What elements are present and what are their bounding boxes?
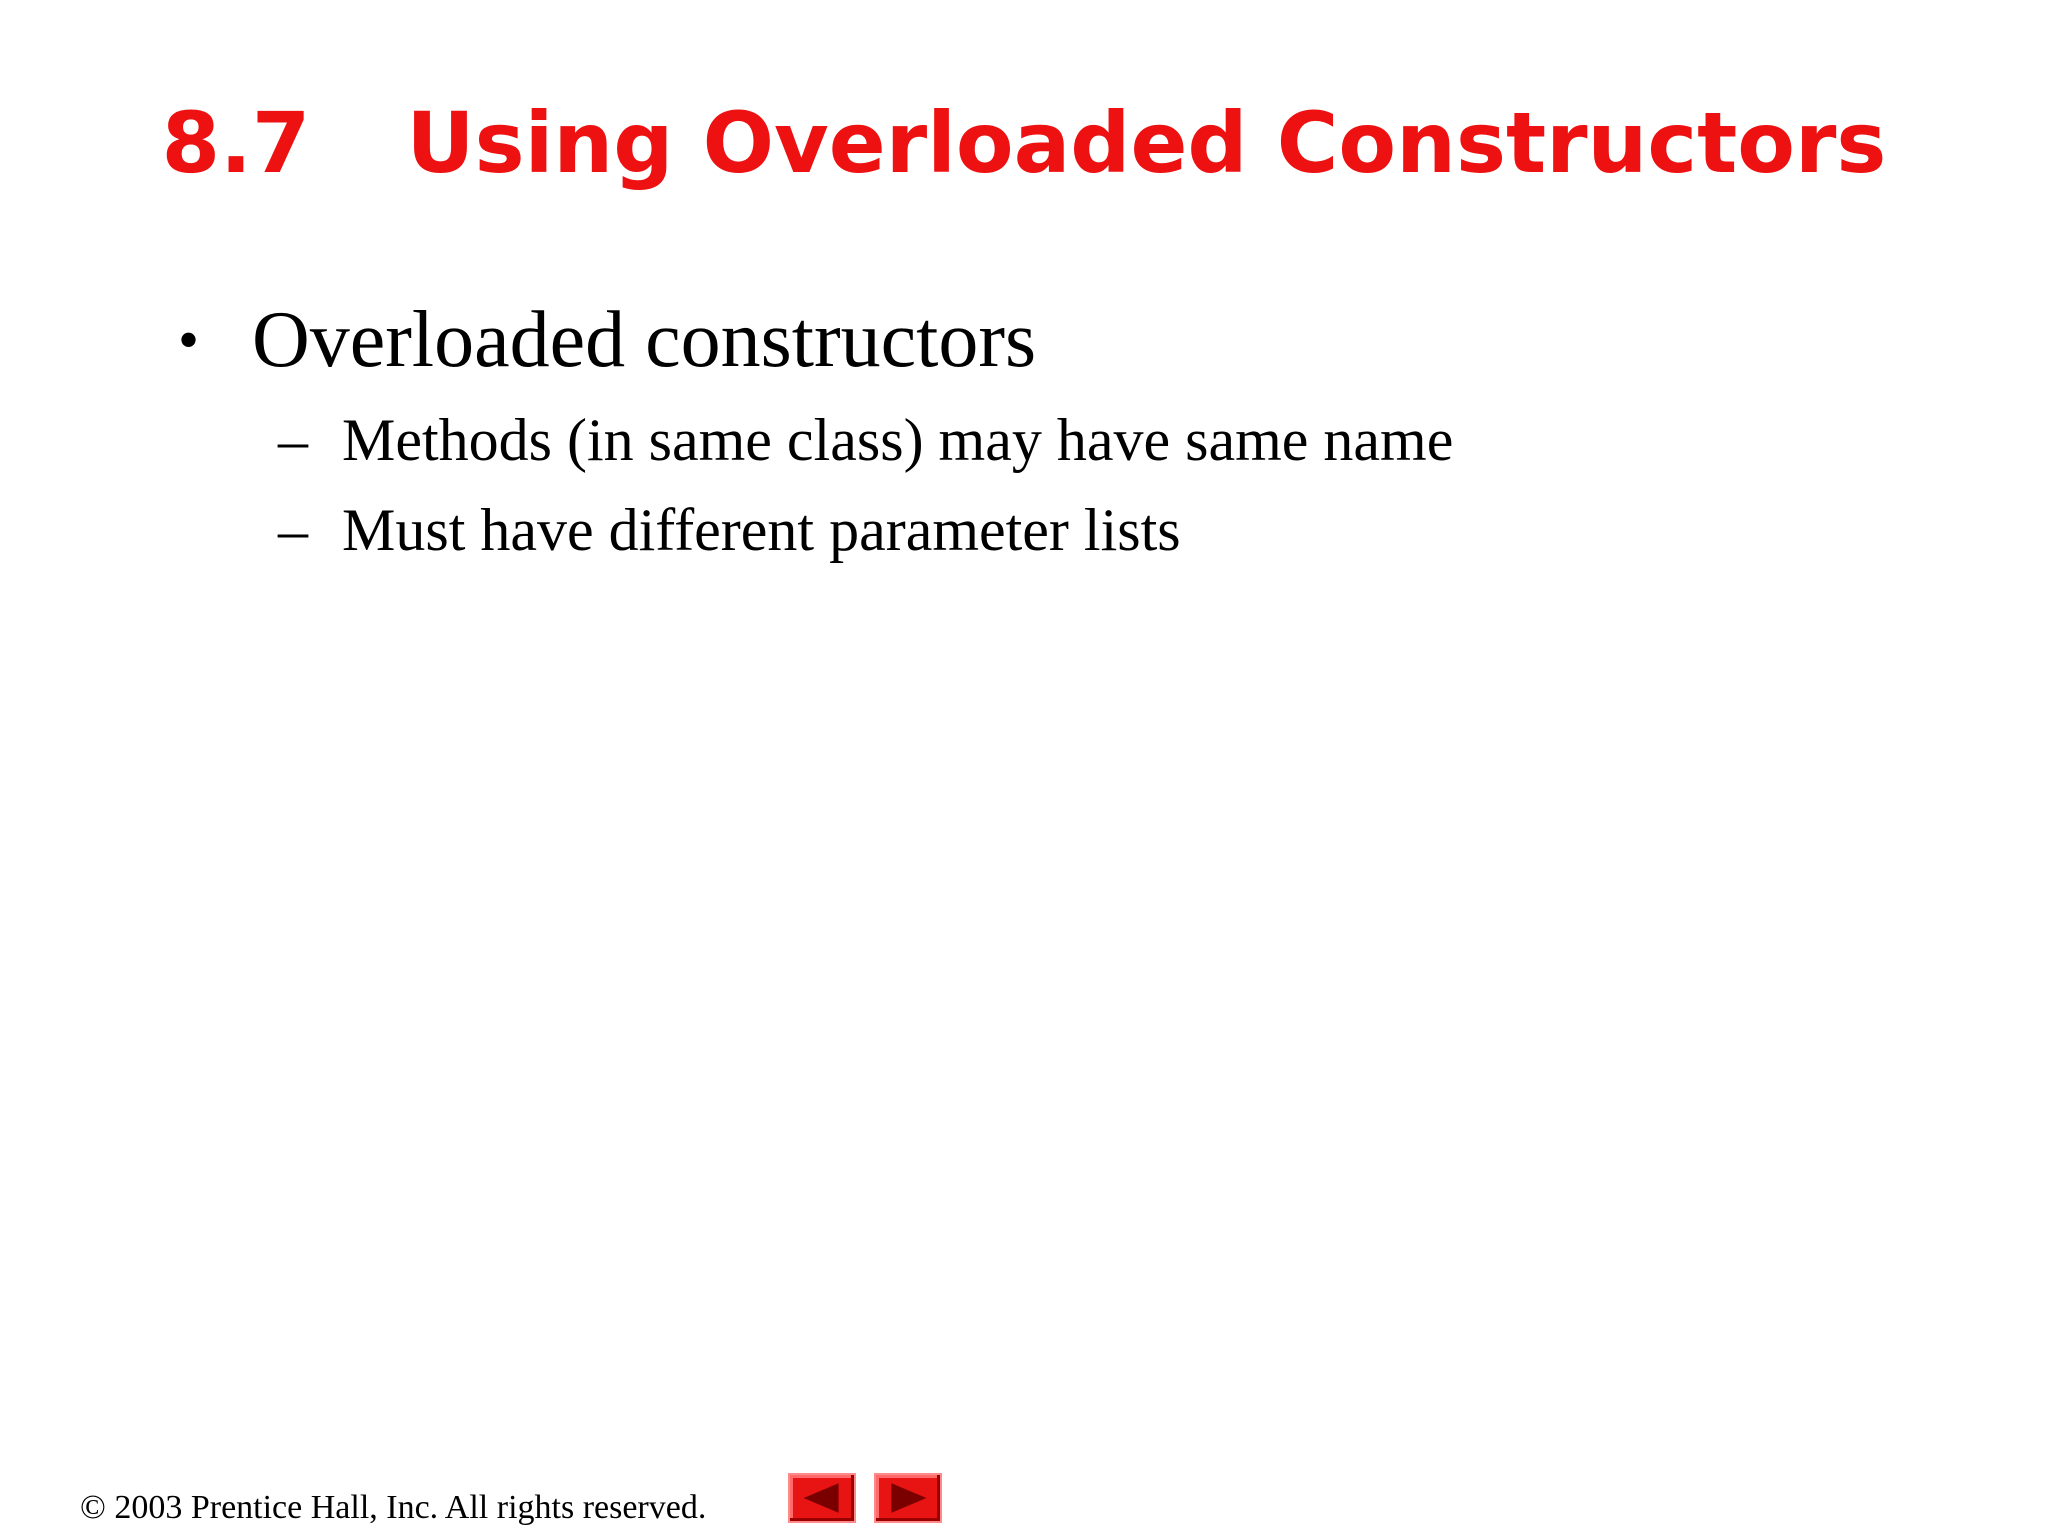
previous-slide-button[interactable] (788, 1473, 856, 1523)
sub-bullet (278, 494, 1181, 566)
triangle-right-icon (876, 1475, 940, 1521)
section-number: 8.7 (161, 94, 311, 192)
sub-bullet-text: Must have different parameter lists (342, 497, 1181, 563)
slide-title (0, 88, 2048, 198)
dash-marker: – (278, 497, 308, 563)
bullet-level-1 (178, 292, 1036, 388)
triangle-left-icon (790, 1475, 854, 1521)
bullet-marker: • (178, 307, 200, 373)
copyright-footer: © 2003 Prentice Hall, Inc. All rights reserved. (80, 1489, 707, 1526)
sub-bullet (278, 404, 1453, 476)
title-text: Using Overloaded Constructors (406, 94, 1887, 192)
bullet-text: Overloaded constructors (252, 296, 1037, 384)
sub-bullet-text: Methods (in same class) may have same name (342, 407, 1454, 473)
dash-marker: – (278, 407, 308, 473)
next-slide-button[interactable] (874, 1473, 942, 1523)
